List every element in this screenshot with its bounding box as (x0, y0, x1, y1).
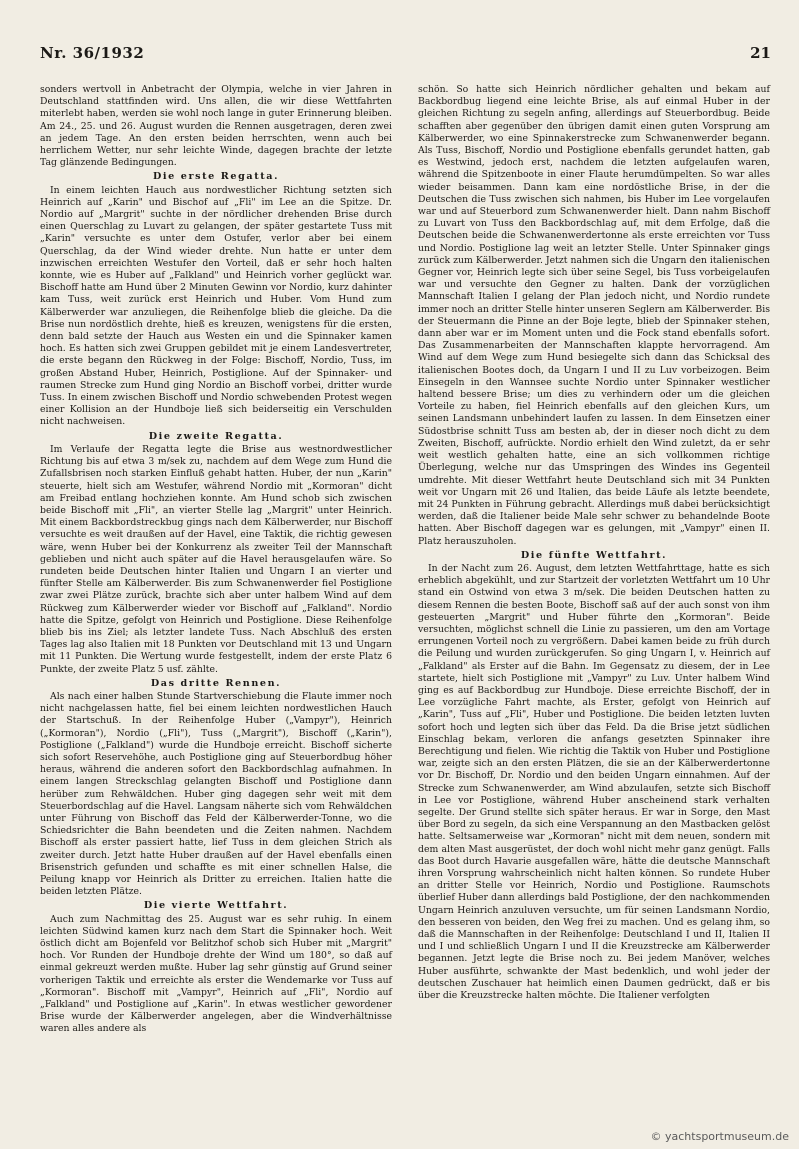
watermark: © yachtsportmuseum.de (650, 1130, 789, 1143)
page-header (40, 44, 771, 68)
page-number: 21 (750, 44, 771, 62)
paragraph: Im Verlaufe der Regatta legte die Brise aus westnordwestlicher Richtung bis auf etwa 3 m/sek zu, nachdem auf dem Wege zum Hund die Zufallsbrisen noch starken Einfluß gehabt hatten. Huber, der nun „Karin" steuerte, hielt sich am Westufer, während Nordio mit „Kormoran" dicht am Freibad entlang hochziehen konnte. Am Hund schob sich zwischen beide Bischoff mit „Fli", an vierter Stelle lag „Margrit" unter Heinrich. Mit einem Backbordstreckbug gings nach dem Kälberwerder, nur Bischoff versuchte es weit draußen auf der Havel, eine Taktik, die richtig gewesen wäre, wenn Huber bei der Konkurrenz als zweiter Teil der Mannschaft geblieben und nicht auch später auf die Havel herausgelaufen wäre. So rundeten beide Deutschen hinter Italien und Ungarn I an vierter und fünfter Stelle am Kälberwerder. Bis zum Schwanenwerder fiel Postiglione zwar zwei Plätze zurück, brachte sich aber unter halbem Wind auf dem Rückweg zum Kälberwerder wieder vor Bischoff auf „Falkland". Nordio hatte die Spitze, gefolgt von Heinrich und Postiglione. Diese Reihenfolge blieb bis ins Ziel; als letzter landete Tuss. Nach Abschluß des ersten Tages lag also Italien mit 18 Punkten vor Deutschland mit 13 und Ungarn mit 11 Punkten. Die Wertung wurde festgestellt, indem der erste Platz 6 Punkte, der zweite Platz 5 usf. zählte. (40, 443, 392, 675)
paragraph: In einem leichten Hauch aus nordwestlicher Richtung setzten sich Heinrich auf „Karin" und Bischof auf „Fli" im Lee an die Spitze. Dr. Nordio auf „Margrit" suchte in der nördlicher drehenden Brise durch einen Querschlag zu Luvart zu gelangen, der später gestartete Tuss mit „Karin" versuchte es unter dem Ostufer, verlor aber bei einem Querschlag, da der Wind wieder drehte. Nun hatte er unter dem inzwischen erreichten Westufer den Vorteil, daß er sehr hoch halten konnte, wie es Huber auf „Falkland" und Heinrich vorher geglückt war. Bischoff hatte am Hund über 2 Minuten Gewinn vor Nordio, kurz dahinter kam Tuss, weit zurück erst Heinrich und Huber. Vom Hund zum Kälberwerder war anzuliegen, die Reihenfolge blieb die gleiche. Da die Brise nun nordöstlich drehte, hieß es kreuzen, wenigstens für die ersten, denn bald setzte der Hauch aus Westen ein und die Spinnaker kamen hoch. Es hatten sich zwei Gruppen gebildet mit je einem Landesvertreter, die erste begann den Rückweg in der Folge: Bischoff, Nordio, Tuss, im großen Abstand Huber, Heinrich, Postiglione. Auf der Spinnaker- und raumen Strecke zum Hund ging Nordio an Bischoff vorbei, dritter wurde Tuss. In einem zwischen Bischoff und Nordio schwebenden Protest wegen einer Kollision an der Hundboje ließ sich beiderseitig ein Verschulden nicht nachweisen. (40, 184, 392, 428)
paragraph: Auch zum Nachmittag des 25. August war es sehr ruhig. In einem leichten Südwind kamen kurz nach dem Start die Spinnaker hoch. Weit östlich dicht am Bojenfeld vor Belitzhof schob sich Huber mit „Margrit" hoch. Vor Runden der Hundboje drehte der Wind um 180°, so daß auf einmal gekreuzt werden mußte. Huber lag sehr günstig auf Grund seiner vorherigen Taktik und erreichte als erster die Wendemarke vor Tuss auf „Kormoran". Bischoff mit „Vampyr", Heinrich auf „Fli", Nordio auf „Falkland" und Postiglione auf „Karin". In etwas westlicher gewordener Brise wurde der Kälberwerder angelegen, aber die Windverhältnisse waren alles andere als (40, 913, 392, 1035)
left-column (40, 84, 392, 1037)
paragraph: sonders wertvoll in Anbetracht der Olympia, welche in vier Jahren in Deutschland stattfinden wird. Uns allen, die wir diese Wettfahrten miterlebt haben, werden sie wohl noch lange in guter Erinnerung bleiben. Am 24., 25. und 26. August wurden die Rennen ausgetragen, deren zwei an jedem Tage. An den ersten beiden herrschten, wenn auch bei herrlichem Wetter, nur sehr leichte Winde, dagegen brachte der letzte Tag glänzende Bedingungen. (40, 84, 392, 169)
section-heading: Das dritte Rennen. (150, 677, 282, 689)
section-heading: Die erste Regatta. (152, 171, 280, 183)
issue-number: Nr. 36/1932 (40, 44, 145, 62)
section-heading: Die vierte Wettfahrt. (143, 900, 289, 912)
paragraph: In der Nacht zum 26. August, dem letzten Wettfahrttage, hatte es sich erheblich abgekühlt, und zur Startzeit der vorletzten Wettfahrt um 10 Uhr stand ein Ostwind von etwa 3 m/sek. Die beiden Deutschen hatten zu diesem Rennen die besten Boote, Bischoff saß auf der auch sonst von ihm gesteuerten „Margrit" und Huber führte den „Kormoran". Beide versuchten, möglichst schnell die Linie zu passieren, um den am Vortage errungenen Vorteil noch zu vergrößern. Dabei kamen beide zu früh durch die Peilung und wurden zurückgerufen. So ging Ungarn I, v. Heinrich auf „Falkland" als Erster auf die Bahn. Im Gegensatz zu diesem, der in Lee startete, hielt sich Postiglione mit „Vampyr" zu Luv. Unter halbem Wind ging es auf Backbordbug zur Hundboje. Diese erreichte Bischoff, der in Lee vorzügliche Fahrt machte, als Erster, gefolgt von Heinrich auf „Karin", Tuss auf „Fli", Huber und Postiglione. Die beiden letzten luvten sofort hoch und legten sich über das Feld. Da die Brise jetzt südlichen Einschlag bekam, verloren die anfangs gesetzten Spinnaker ihre Berechtigung und fielen. Wie richtig die Taktik von Huber und Postiglione war, zeigte sich an den ersten Plätzen, die sie an der Kälberwerdertonne vor Dr. Bischoff, Dr. Nordio und den beiden Ungarn einnahmen. Auf der Strecke zum Schwanenwerder, am Wind abzulaufen, setzte sich Bischoff in Lee vor Postiglione, während Huber anscheinend stark verhalten segelte. Der Grund stellte sich später heraus. Er war in Sorge, den Mast über Bord zu segeln, da sich eine Verspannung an den Mastbacken gelöst hatte. Seltsamerweise war „Kormoran" nicht mit dem neuen, sondern mit dem alten Mast ausgerüstet, der doch wohl nicht mehr ganz genügt. Falls das Boot durch Havarie ausgefallen wäre, hätte die deutsche Mannschaft ihren Vorsprung wahrscheinlich nicht halten können. So rundete Huber an dritter Stelle vor Heinrich, Nordio und Postiglione. Raumschots überlief Huber dann allerdings bald Postiglione, der den nachkommenden Ungarn Heinrich anzuluven versuchte, um für seinen Landsmann Nordio, den besseren von beiden, den Weg frei zu machen. Und es gelang ihm, so daß die Mannschaften in der Reihenfolge: Deutschland I und II, Italien II und I und schließlich Ungarn I und II die Kreuzstrecke am Kälberwerder begannen. Jetzt legte die Brise noch zu. Bei jedem Manöver, welches Huber ausführte, schwankte der Mast bedenklich, und wohl jeder der deutschen Zuschauer hat heimlich einen Daumen gedrückt, daß er bis über die Kreuzstrecke halten möchte. Die Italiener verfolgten (418, 562, 770, 1002)
section-heading: Die zweite Regatta. (148, 430, 284, 442)
paragraph: schön. So hatte sich Heinrich nördlicher gehalten und bekam auf Backbordbug liegend eine leichte Brise, als auf einmal Huber in der gleichen Richtung zu segeln anfing, allerdings auf Steuerbordbug. Beide schafften aber gegenüber den übrigen damit einen guten Vorsprung am Kälberwerder, wo eine Spinnakerstrecke zum Schwanenwerder begann. Als Tuss, Bischoff, Nordio und Postiglione ebenfalls gerundet hatten, gab es Westwind, jedoch erst, nachdem die letzten aufgelaufen waren, während die Spitzenboote in einer Flaute herumdümpelten. So war alles wieder beisammen. Dann kam eine nordöstliche Brise, in der die Deutschen die Tuss zwischen sich nahmen, bis Huber im Lee vorgelaufen war und auf Steuerbord zum Schwanenwerder hielt. Dann nahm Bischoff zu Luvart von Tuss den Backbordschlag auf, mit dem Erfolge, daß die Deutschen beide die Schwanenwerdertonne als erste erreichten vor Tuss und Nordio. Postiglione lag weit an letzter Stelle. Unter Spinnaker gings zurück zum Kälberwerder. Jetzt nahmen sich die Ungarn den italienischen Gegner vor, Heinrich legte sich über seine Segel, bis Tuss vorbeigelaufen war und versuchte den Gegner zu halten. Dank der vorzüglichen Mannschaft Italien I gelang der Plan jedoch nicht, und Nordio rundete immer noch an dritter Stelle hinter unseren Seglern am Kälberwerder. Bis der Steuermann die Pinne an der Boje legte, blieb der Spinnaker stehen, dann aber war er im Moment unten und die Fock stand ebenfalls sofort. Das Zusammenarbeiten der Mannschaften klappte hervorragend. Am Wind auf dem Wege zum Hund besiegelte sich dann das Schicksal des italienischen Bootes doch, da Ungarn I und II zu Luv vorbeizogen. Beim Einsegeln in den Wannsee suchte Nordio unter Spinnaker westlicher haltend bessere Brise; um dies zu verhindern oder um die gleichen Vorteile zu haben, fiel Heinrich ebenfalls auf den gleichen Kurs, um seinen Landsmann unbehindert laufen zu lassen. In dem Einsetzen einer Südostbrise schnitt Tuss am besten ab, der in dieser noch dicht zu dem Zweiten, Bischoff, aufrückte. Nordio erhielt den Wind zuletzt, da er sehr weit westlich gehalten hatte, eine an sich vollkommen richtige Überlegung, welche nur das Umspringen des Windes ins Gegenteil umdrehte. Mit dieser Wettfahrt heute Deutschland sich mit 34 Punkten weit vor Ungarn mit 26 und Italien, das beide Läufe als letzte beendete, mit 24 Punkten in Führung gebracht. Allerdings muß dabei berücksichtigt werden, daß die Italiener beide Male sehr schwer zu behandelnde Boote hatten. Aber Bischoff dagegen war es gelungen, mit „Vampyr" einen II. Platz herauszuholen. (418, 84, 770, 547)
right-column (418, 84, 770, 1003)
section-heading: Die fünfte Wettfahrt. (520, 549, 668, 561)
paragraph: Als nach einer halben Stunde Startverschiebung die Flaute immer noch nicht nachgelassen hatte, fiel bei einem leichten nordwestlichen Hauch der Startschuß. In der Reihenfolge Huber („Vampyr"), Heinrich („Kormoran"), Nordio („Fli"), Tuss („Margrit"), Bischoff („Karin"), Postiglione („Falkland") wurde die Hundboje erreicht. Bischoff sicherte sich sofort Reservehöhe, auch Postiglione ging auf Steuerbordbug höher heraus, während die anderen sofort den Backbordschlag aufnahmen. In einem langen Streckschlag gelangten Bischoff und Postiglione dann herüber zum Rehwäldchen. Huber ging dagegen sehr weit mit dem Steuerbordschlag auf die Havel. Langsam näherte sich vom Rehwäldchen unter Führung von Bischoff das Feld der Kälberwerder-Tonne, wo die Schiedsrichter die Bahn beendeten und die Zeiten nahmen. Nachdem Bischoff als erster passiert hatte, lief Tuss in dem gleichen Strich als zweiter durch. Jetzt hatte Huber draußen auf der Havel ebenfalls einen Brisenstrich gefunden und schaffte es mit einer schnellen Halse, die Peilung knapp vor Heinrich als Dritter zu erreichen. Italien hatte die beiden letzten Plätze. (40, 690, 392, 898)
